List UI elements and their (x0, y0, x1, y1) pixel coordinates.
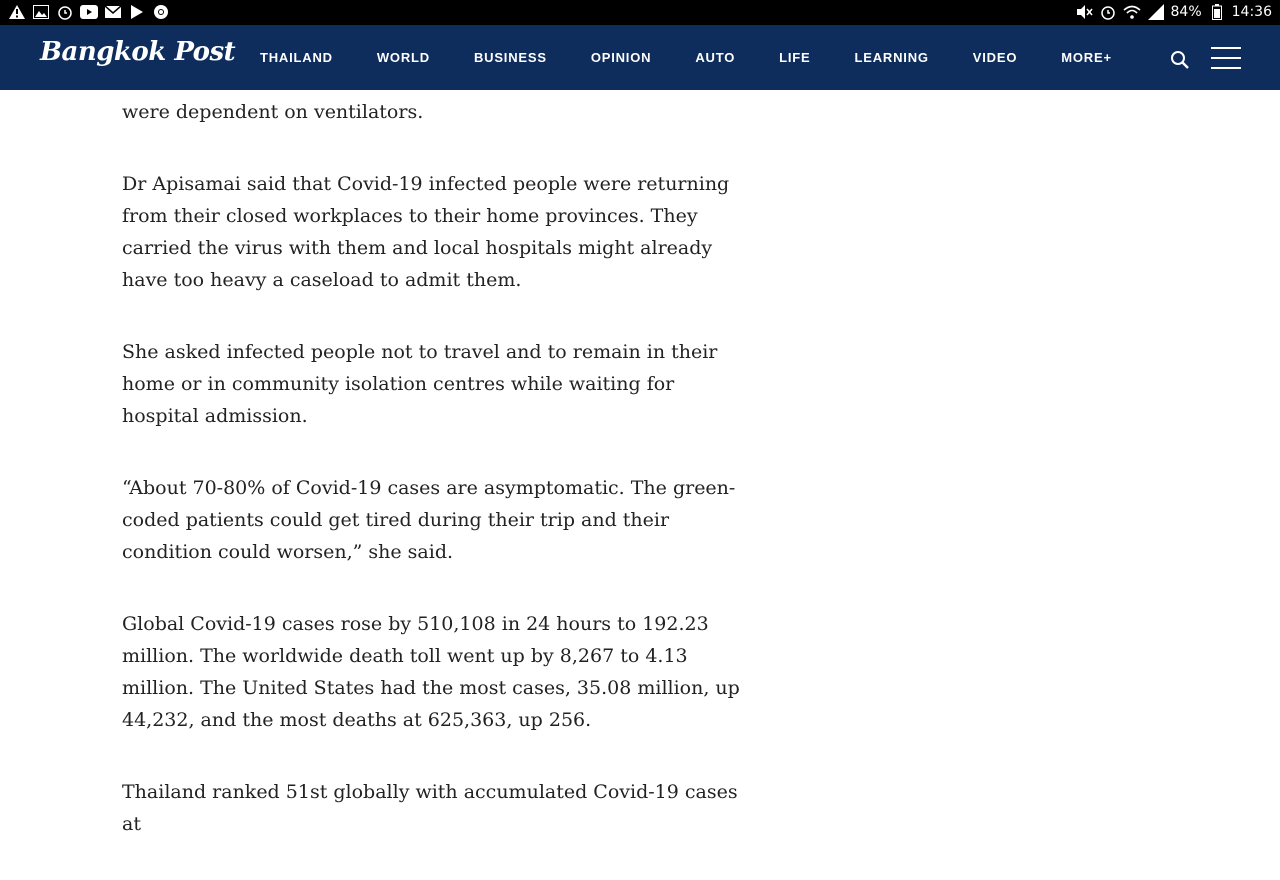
play-store-icon (128, 4, 146, 20)
main-nav (260, 25, 1156, 90)
status-right-icons (1075, 3, 1272, 21)
article-paragraph: were dependent on ventilators. (122, 101, 424, 123)
battery-percent: 84% (1170, 4, 1202, 20)
site-header (0, 25, 1280, 90)
clock: 14:36 (1231, 4, 1272, 20)
status-left-icons (8, 4, 170, 20)
nav-life[interactable]: LIFE (779, 50, 811, 65)
nav-more[interactable]: MORE+ (1061, 50, 1112, 65)
nav-auto[interactable]: AUTO (695, 50, 736, 65)
alarm-icon (56, 4, 74, 20)
article-paragraph: Global Covid-19 cases rose by 510,108 in 24 hours to 192.23 million. The worldwide death toll went up by 8,267 to 4.13 million. The United States had the most cases, 35.08 million, up 44,232, and the most deaths at 625,363, up 256. (122, 613, 740, 731)
alarm-icon (1099, 3, 1117, 21)
nav-world[interactable]: WORLD (376, 50, 430, 65)
mail-icon (104, 4, 122, 20)
battery-icon (1208, 3, 1226, 21)
article-paragraph: She asked infected people not to travel and to remain in their home or in community isolation centres while waiting for hospital admission. (122, 341, 718, 427)
menu-icon[interactable] (1211, 47, 1241, 69)
signal-icon (1147, 3, 1165, 21)
site-logo[interactable]: Bangkok Post (40, 37, 236, 67)
nav-thailand[interactable]: THAILAND (260, 50, 333, 65)
article-paragraph: Thailand ranked 51st globally with accumulated Covid-19 cases at (122, 781, 738, 835)
youtube-icon (80, 4, 98, 20)
status-bar (0, 0, 1280, 25)
search-icon[interactable] (1170, 50, 1192, 72)
nav-video[interactable]: VIDEO (972, 50, 1018, 65)
wifi-icon (1123, 3, 1141, 21)
chrome-icon (152, 4, 170, 20)
nav-business[interactable]: BUSINESS (473, 50, 547, 65)
nav-opinion[interactable]: OPINION (590, 50, 652, 65)
mute-icon (1075, 3, 1093, 21)
article-paragraph: Dr Apisamai said that Covid-19 infected people were returning from their closed workplaces to their home provinces. They carried the virus with them and local hospitals might already have too heavy a caseload to admit them. (122, 173, 730, 291)
image-icon (32, 4, 50, 20)
warning-icon (8, 4, 26, 20)
article-paragraph: “About 70-80% of Covid-19 cases are asymptomatic. The green-coded patients could get tired during their trip and their condition could worsen,” she said. (122, 477, 736, 563)
nav-learning[interactable]: LEARNING (854, 50, 929, 65)
article-body (122, 90, 752, 880)
